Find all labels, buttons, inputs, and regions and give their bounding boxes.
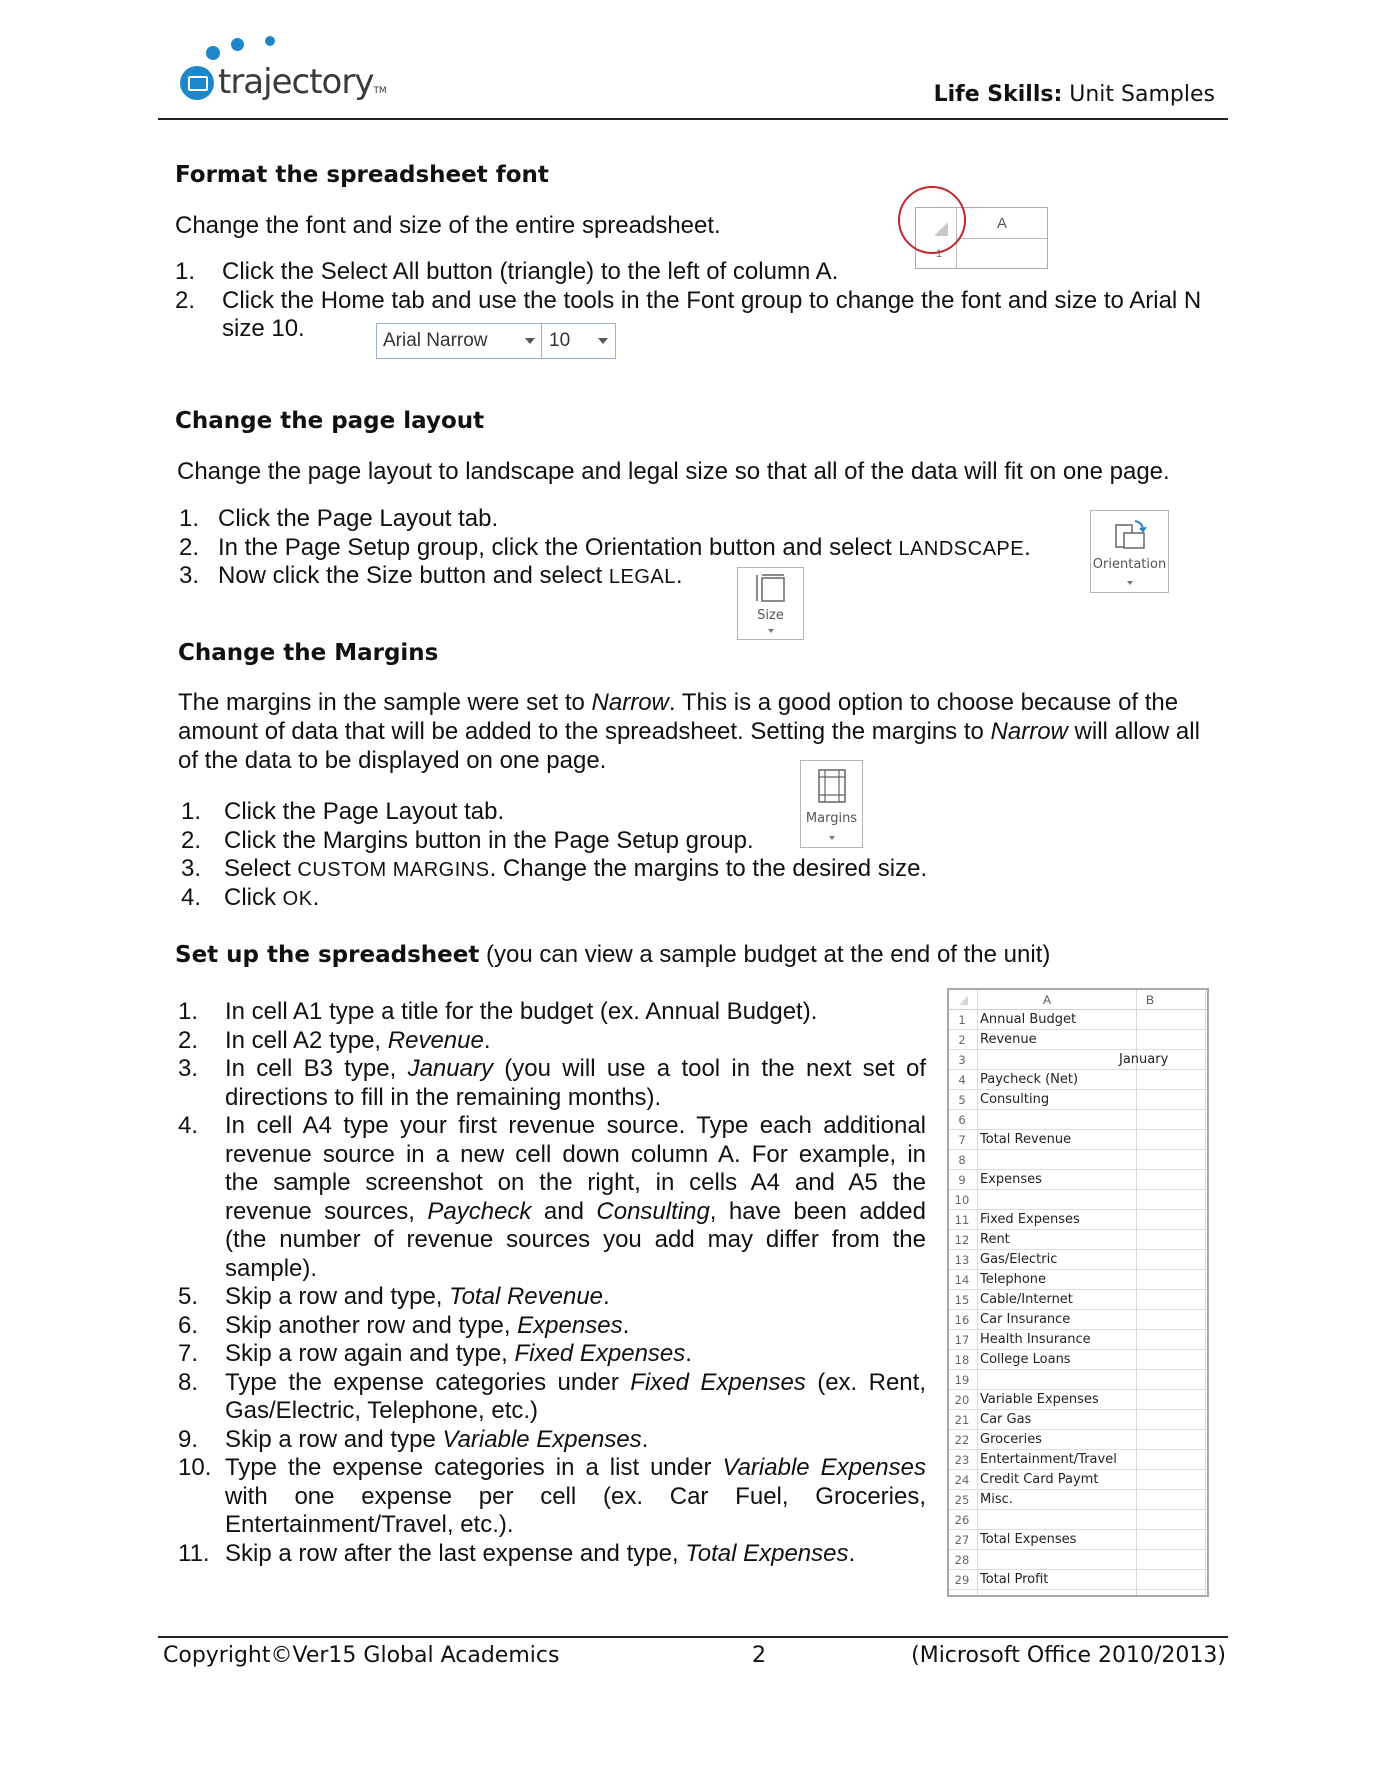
step-text-run: Skip another row and type, <box>225 1311 518 1339</box>
column-b-header: B <box>1145 993 1154 1007</box>
step-italic-run: Fixed Expenses <box>514 1340 686 1367</box>
spreadsheet-row <box>949 1570 1207 1590</box>
step-text-line <box>225 1141 926 1170</box>
row-number: 25 <box>954 1493 970 1507</box>
intro-text-run: . This is a good option to choose because of the <box>668 689 1179 716</box>
step-text <box>218 505 498 534</box>
cell-a[interactable]: Car Gas <box>980 1412 1032 1427</box>
cell-a[interactable]: Total Revenue <box>980 1132 1072 1147</box>
step-text-line <box>225 1540 926 1569</box>
step-number: 4. <box>181 883 202 911</box>
row-number: 19 <box>954 1373 970 1387</box>
spreadsheet-row <box>949 1110 1207 1130</box>
step-number: 4. <box>178 1112 199 1139</box>
step-text-run: . <box>675 562 683 589</box>
highlight-circle <box>898 186 966 254</box>
footer-edition: (Microsoft Office 2010/2013) <box>911 1643 1226 1668</box>
step-text-line <box>225 1369 926 1398</box>
row-number: 9 <box>958 1173 966 1187</box>
logo-wordmark: trajectoryTM <box>218 62 387 102</box>
step-text-line <box>225 1340 926 1369</box>
size-label: Size <box>757 608 784 623</box>
step-number: 9. <box>178 1425 199 1453</box>
row-1-header: 1 <box>936 248 943 260</box>
trajectory-logo <box>176 36 396 108</box>
step-text <box>224 884 319 914</box>
setup-steps-list <box>178 998 926 1578</box>
spreadsheet-row <box>949 1450 1207 1470</box>
step-text <box>224 798 504 827</box>
logo-dot <box>231 38 244 51</box>
column-a-header: A <box>956 208 1047 239</box>
row-number: 2 <box>958 1033 966 1047</box>
margins-label: Margins <box>805 811 858 826</box>
step-italic-run: January <box>407 1055 493 1082</box>
cell-a[interactable]: Groceries <box>980 1432 1042 1447</box>
layout-intro: Change the page layout to landscape and legal size so that all of the data will fit on one page. <box>177 458 1170 485</box>
cell-a[interactable]: Paycheck (Net) <box>980 1072 1079 1087</box>
row-number: 23 <box>954 1453 970 1467</box>
step-number: 1. <box>175 258 196 285</box>
row-number: 24 <box>954 1473 970 1487</box>
cell-a[interactable]: Misc. <box>980 1492 1013 1507</box>
step-text-run: . <box>483 1026 491 1054</box>
step-text-run: (the number of revenue sources you add may differ from the <box>225 1226 926 1253</box>
step-italic-run: Expenses <box>517 1311 623 1339</box>
step-text-line <box>225 1112 926 1141</box>
cell-a[interactable]: College Loans <box>980 1352 1071 1367</box>
step-text: Click the Home tab and use the tools in the Font group to change the font and size to Arial N <box>222 286 1202 314</box>
column-headers <box>949 990 1207 1010</box>
logo-dot <box>265 36 275 46</box>
step-text-run: Click <box>224 883 283 911</box>
row-number: 15 <box>954 1293 970 1307</box>
spreadsheet-row <box>949 1410 1207 1430</box>
margins-icon <box>816 768 848 804</box>
intro-text-run: The margins in the sample were set to <box>178 689 592 716</box>
cell-b[interactable]: January <box>1119 1052 1169 1067</box>
chevron-down-icon <box>598 338 608 344</box>
spreadsheet-row <box>949 1350 1207 1370</box>
footer-copyright: Copyright©Ver15 Global Academics <box>163 1643 560 1668</box>
cell-a[interactable]: Total Profit <box>980 1572 1049 1587</box>
row-number: 29 <box>954 1573 970 1587</box>
cell-a[interactable]: Annual Budget <box>980 1012 1077 1027</box>
step-text <box>218 534 1031 564</box>
step-number: 1. <box>179 505 200 532</box>
row-number: 27 <box>954 1533 970 1547</box>
step-number: 6. <box>178 1311 199 1339</box>
step-number: 3. <box>179 562 200 589</box>
step-text-run: . <box>622 1311 630 1339</box>
menu-command: LANDSCAPE <box>898 537 1025 560</box>
step-text-line <box>225 1169 926 1198</box>
step-text-run: revenue sources, <box>225 1197 428 1225</box>
step-text-run: In cell A2 type, <box>225 1026 388 1054</box>
step-text-line <box>225 1084 926 1113</box>
row-number: 18 <box>954 1353 970 1367</box>
row-number: 5 <box>958 1093 966 1107</box>
spreadsheet-row <box>949 1130 1207 1150</box>
cell-a[interactable]: Entertainment/Travel <box>980 1452 1117 1467</box>
intro-italic-run: Narrow <box>990 718 1068 745</box>
step-text <box>224 827 754 856</box>
step-text-run: , have been added <box>709 1197 927 1225</box>
footer-rule <box>158 1636 1228 1638</box>
row-number: 4 <box>958 1073 966 1087</box>
step-text-run: In cell B3 type, <box>225 1055 408 1082</box>
monitor-icon <box>180 66 214 100</box>
font-intro: Change the font and size of the entire spreadsheet. <box>175 212 721 239</box>
step-text-run: . <box>685 1340 692 1367</box>
step-text-run: Skip a row after the last expense and type, <box>225 1539 686 1567</box>
intro-italic-run: Narrow <box>591 689 669 716</box>
step-number: 7. <box>178 1340 199 1367</box>
row-number: 22 <box>954 1433 970 1447</box>
orientation-icon <box>1113 517 1147 553</box>
intro-line <box>178 717 1248 746</box>
step-text-run: Click the Margins button in the Page Setup group. <box>224 826 754 854</box>
intro-line <box>178 688 1248 717</box>
row-number: 7 <box>958 1133 966 1147</box>
step-text-line <box>225 1454 926 1483</box>
step-text-line <box>225 1426 926 1455</box>
step-number: 2. <box>179 533 200 561</box>
step-text-line <box>225 1255 926 1284</box>
step-italic-run: Consulting <box>596 1197 710 1225</box>
sample-spreadsheet <box>947 988 1209 1597</box>
spreadsheet-row <box>949 1090 1207 1110</box>
spreadsheet-row <box>949 1050 1207 1070</box>
step-number: 3. <box>181 855 202 882</box>
step-number: 5. <box>178 1283 199 1310</box>
step-text-run: . Change the margins to the desired size. <box>489 855 928 882</box>
row-number: 21 <box>954 1413 970 1427</box>
select-all-triangle-icon <box>959 996 968 1005</box>
cell-a[interactable]: Car Insurance <box>980 1312 1071 1327</box>
spreadsheet-row <box>949 1290 1207 1310</box>
spreadsheet-row <box>949 1190 1207 1210</box>
font-size-select[interactable]: 10 <box>543 324 615 358</box>
step-text-run: Entertainment/Travel, etc.). <box>225 1511 514 1538</box>
step-text-run: Select <box>224 855 298 882</box>
step-text-line <box>225 1397 926 1426</box>
spreadsheet-row <box>949 1170 1207 1190</box>
cell-a[interactable]: Credit Card Paymt <box>980 1472 1099 1487</box>
page-size-icon <box>753 572 789 604</box>
step-text-run: . <box>1024 533 1031 561</box>
spreadsheet-row <box>949 1330 1207 1350</box>
step-number: 2. <box>178 1026 199 1054</box>
section-heading-layout: Change the page layout <box>175 408 485 434</box>
spreadsheet-row <box>949 1470 1207 1490</box>
spreadsheet-row <box>949 1230 1207 1250</box>
size-button[interactable] <box>737 567 804 640</box>
spreadsheet-row <box>949 1010 1207 1030</box>
row-number: 26 <box>954 1513 970 1527</box>
chevron-down-icon <box>525 338 535 344</box>
chevron-down-icon <box>829 836 835 840</box>
step-text-line <box>225 1283 926 1312</box>
row-number: 17 <box>954 1333 970 1347</box>
section-heading-setup: Set up the spreadsheet (you can view a sample budget at the end of the unit) <box>175 941 1051 968</box>
orientation-button[interactable] <box>1090 510 1169 593</box>
spreadsheet-row <box>949 1310 1207 1330</box>
step-italic-run: Variable Expenses <box>442 1425 642 1453</box>
step-text-run: Gas/Electric, Telephone, etc.) <box>225 1397 539 1424</box>
step-italic-run: Paycheck <box>427 1197 532 1225</box>
step-text-run: In cell A1 type a title for the budget (ex. Annual Budget). <box>225 998 818 1025</box>
step-text-run: Skip a row again and type, <box>225 1340 515 1367</box>
step-text-run: . <box>848 1539 856 1567</box>
row-number: 8 <box>958 1153 966 1167</box>
intro-text-run: will allow all <box>1067 718 1200 745</box>
column-a-header: A <box>1042 993 1051 1007</box>
step-text-run: sample). <box>225 1254 318 1282</box>
step-number: 11. <box>178 1539 210 1567</box>
intro-text-run: amount of data that will be added to the spreadsheet. Setting the margins to <box>178 718 991 745</box>
step-number: 2. <box>175 286 196 314</box>
step-italic-run: Total Revenue <box>449 1283 604 1310</box>
chevron-down-icon <box>1127 581 1133 585</box>
margins-steps-list <box>181 798 1081 918</box>
step-text-line <box>225 1226 926 1255</box>
cell-a[interactable]: Telephone <box>980 1272 1047 1287</box>
step-text-line <box>225 1027 926 1056</box>
step-text-run: (you will use a tool in the next set of <box>492 1055 926 1082</box>
step-text-line <box>225 1055 926 1084</box>
step-text-run: directions to fill in the remaining months). <box>225 1083 662 1111</box>
step-text-run: Now click the Size button and select <box>218 562 609 589</box>
step-text-run: Click the Page Layout tab. <box>224 798 505 825</box>
step-text-run: the sample screenshot on the right, in cells A4 and A5 the <box>225 1169 926 1196</box>
spreadsheet-row <box>949 1070 1207 1090</box>
cell-a[interactable]: Fixed Expenses <box>980 1212 1080 1227</box>
step-text: size 10. <box>222 315 305 342</box>
row-number: 10 <box>954 1193 970 1207</box>
step-text-run: and <box>531 1197 597 1225</box>
row-number: 11 <box>954 1213 970 1227</box>
step-text-line <box>225 998 926 1027</box>
spreadsheet-row <box>949 1270 1207 1290</box>
font-steps-list <box>175 258 1255 348</box>
step-number: 2. <box>181 826 202 854</box>
cell-a[interactable]: Total Expenses <box>980 1532 1077 1547</box>
header-rule <box>158 118 1228 120</box>
step-text-run: In the Page Setup group, click the Orientation button and select <box>218 533 899 561</box>
step-text-run: (ex. Rent, <box>805 1368 926 1396</box>
step-italic-run: Revenue <box>387 1026 484 1054</box>
spreadsheet-row <box>949 1150 1207 1170</box>
row-number: 14 <box>954 1273 970 1287</box>
spreadsheet-row <box>949 1250 1207 1270</box>
row-number: 28 <box>954 1553 970 1567</box>
spreadsheet-row <box>949 1210 1207 1230</box>
logo-dot <box>206 46 220 60</box>
cell-a[interactable]: Gas/Electric <box>980 1252 1058 1267</box>
orientation-label: Orientation <box>1092 557 1167 572</box>
row-number: 12 <box>954 1233 970 1247</box>
step-number: 1. <box>181 798 202 825</box>
step-text-run: . <box>641 1425 649 1453</box>
spreadsheet-row <box>949 1530 1207 1550</box>
spreadsheet-row <box>949 1370 1207 1390</box>
menu-command: LEGAL <box>608 566 676 588</box>
spreadsheet-row <box>949 1030 1207 1050</box>
step-text-run: Skip a row and type <box>225 1425 443 1453</box>
margins-intro <box>178 688 1248 775</box>
step-text: Click the Select All button (triangle) to the left of column A. <box>222 258 839 285</box>
row-number: 13 <box>954 1253 970 1267</box>
menu-command: OK <box>282 887 313 910</box>
cell-a[interactable]: Revenue <box>980 1032 1037 1047</box>
step-italic-run: Fixed Expenses <box>630 1368 806 1396</box>
step-text <box>218 562 683 592</box>
step-text-run: . <box>603 1283 610 1310</box>
step-italic-run: Total Expenses <box>685 1539 849 1567</box>
row-number: 3 <box>958 1053 966 1067</box>
step-text-line <box>225 1511 926 1540</box>
step-text-line <box>225 1198 926 1227</box>
cell-a1 <box>956 239 1047 268</box>
menu-command: CUSTOM MARGINS <box>297 859 490 881</box>
step-text-line <box>225 1483 926 1512</box>
layout-steps-list <box>179 505 1079 595</box>
row-number: 16 <box>954 1313 970 1327</box>
step-text-run: Skip a row and type, <box>225 1283 450 1310</box>
cell-a[interactable]: Health Insurance <box>980 1332 1091 1347</box>
spreadsheet-row <box>949 1430 1207 1450</box>
step-text-run: with one expense per cell (ex. Car Fuel, Groceries, <box>225 1482 926 1510</box>
margins-button[interactable] <box>800 760 863 848</box>
spreadsheet-row <box>949 1510 1207 1530</box>
cell-a[interactable]: Cable/Internet <box>980 1292 1073 1307</box>
step-text-run: Click the Page Layout tab. <box>218 505 499 532</box>
cell-a[interactable]: Consulting <box>980 1092 1050 1107</box>
step-text-run: Type the expense categories under <box>225 1368 631 1396</box>
step-text-run: In cell A4 type your first revenue source. Type each additional <box>225 1112 926 1139</box>
spreadsheet-row <box>949 1550 1207 1570</box>
spreadsheet-row <box>949 1490 1207 1510</box>
intro-text-run: of the data to be displayed on one page. <box>178 747 607 774</box>
header-course-title: Life Skills: Unit Samples <box>933 82 1215 107</box>
step-number: 1. <box>178 998 199 1025</box>
step-number: 10. <box>178 1454 212 1481</box>
step-text-run: . <box>312 883 320 911</box>
spreadsheet-row <box>949 1390 1207 1410</box>
font-controls-box <box>376 323 616 359</box>
section-heading-font: Format the spreadsheet font <box>175 162 549 188</box>
page-number: 2 <box>752 1643 766 1668</box>
intro-line <box>178 746 1248 775</box>
chevron-down-icon <box>768 629 774 633</box>
section-heading-margins: Change the Margins <box>178 640 439 666</box>
step-text-run: revenue source in a new cell down column A. For example, in <box>225 1140 926 1168</box>
row-number: 6 <box>958 1113 966 1127</box>
cell-a[interactable]: Rent <box>980 1232 1010 1247</box>
cell-a[interactable]: Variable Expenses <box>980 1392 1099 1407</box>
step-text-run: Type the expense categories in a list under <box>225 1454 723 1481</box>
step-number: 8. <box>178 1368 199 1396</box>
step-text-line <box>225 1312 926 1341</box>
row-number: 1 <box>958 1013 966 1027</box>
cell-a[interactable]: Expenses <box>980 1172 1042 1187</box>
step-text <box>224 855 927 885</box>
font-name-select[interactable]: Arial Narrow <box>377 324 542 358</box>
row-number: 20 <box>954 1393 970 1407</box>
step-italic-run: Variable Expenses <box>722 1454 926 1481</box>
step-number: 3. <box>178 1055 199 1082</box>
